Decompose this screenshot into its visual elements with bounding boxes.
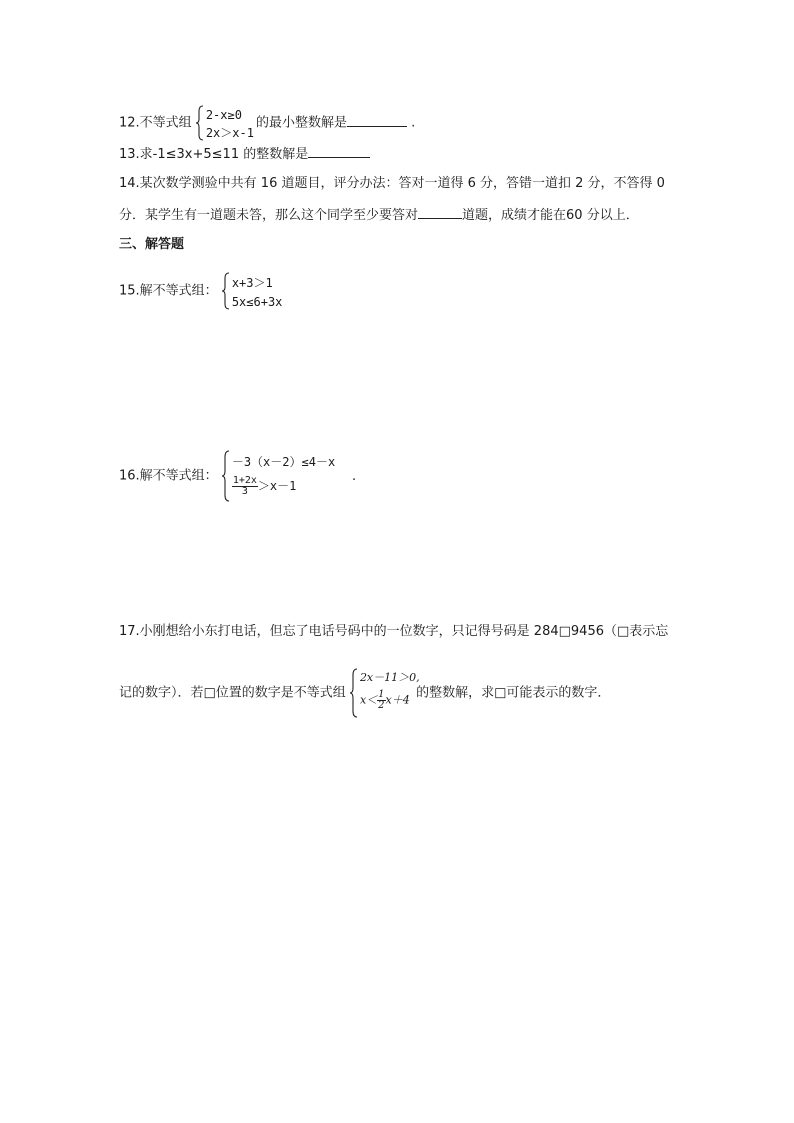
question-14-line-1: 14.某次数学测验中共有 16 道题目，评分办法：答对一道得 6 分，答错一道扣 2 分，不答得 0 [119,176,665,191]
q16-row-1: －3（x－2）≤4－x [231,455,336,469]
left-brace-icon [196,105,204,141]
q16-prefix: 16.解不等式组： [119,468,218,484]
q14-line-2-b: 道题，成绩才能在60 分以上． [462,208,639,223]
question-17-line-2 [119,668,610,718]
q16-end: . [351,468,357,484]
q17-fraction [377,690,385,711]
q15-inequality-system [222,272,298,310]
q16-inequality-system [222,450,342,502]
q16-fraction-denominator: 3 [241,486,248,497]
question-16 [119,450,356,502]
q12-row-1: 2-x≥0 [205,108,242,122]
question-13 [119,143,370,165]
q16-row-2-rest: ＞x－1 [257,479,297,493]
question-15 [119,272,298,310]
left-brace-icon [350,668,358,718]
left-brace-icon [222,450,230,502]
q12-inequality-system [196,105,252,141]
question-12 [119,105,415,141]
q17-line-2-a: 记的数字）．若□位置的数字是不等式组 [119,685,346,701]
left-brace-icon [222,272,230,310]
q12-end: . [411,115,416,131]
q16-row-2 [232,476,297,497]
q14-answer-blank[interactable] [418,204,462,219]
q14-line-2-a: 分．某学生有一道题未答，那么这个同学至少要答对 [119,208,419,223]
q17-row-2-b: x＋4 [385,693,410,707]
q17-row-2-a: x＜ [359,693,378,707]
q15-row-2: 5x≤6+3x [231,295,283,309]
q17-line-2-b: 的整数解，求□可能表示的数字． [416,685,611,701]
q15-prefix: 15.解不等式组： [119,283,218,299]
q13-text: 13.求-1≤3x+5≤11 的整数解是 [119,147,309,162]
question-17-line-1: 17.小刚想给小东打电话，但忘了电话号码中的一位数字，只记得号码是 284□9456（□表示忘 [119,624,669,639]
q12-answer-blank[interactable] [347,112,407,127]
q12-suffix: 的最小整数解是 [255,115,347,131]
q17-inequality-system [350,668,420,718]
section-heading: 三、解答题 [119,237,185,252]
q13-answer-blank[interactable] [308,143,370,158]
q17-fraction-numerator: 1 [378,689,385,700]
question-14-line-2 [119,204,639,226]
q17-row-1: 2x－11＞0, [359,671,420,684]
q15-row-1: x+3＞1 [231,276,273,290]
q12-prefix: 12.不等式组 [119,115,192,131]
q16-fraction [232,476,258,497]
q12-row-2: 2x＞x-1 [205,126,254,140]
q16-fraction-numerator: 1+2x [232,475,257,486]
q17-row-2 [360,690,410,711]
q17-fraction-denominator: 2 [378,700,385,711]
